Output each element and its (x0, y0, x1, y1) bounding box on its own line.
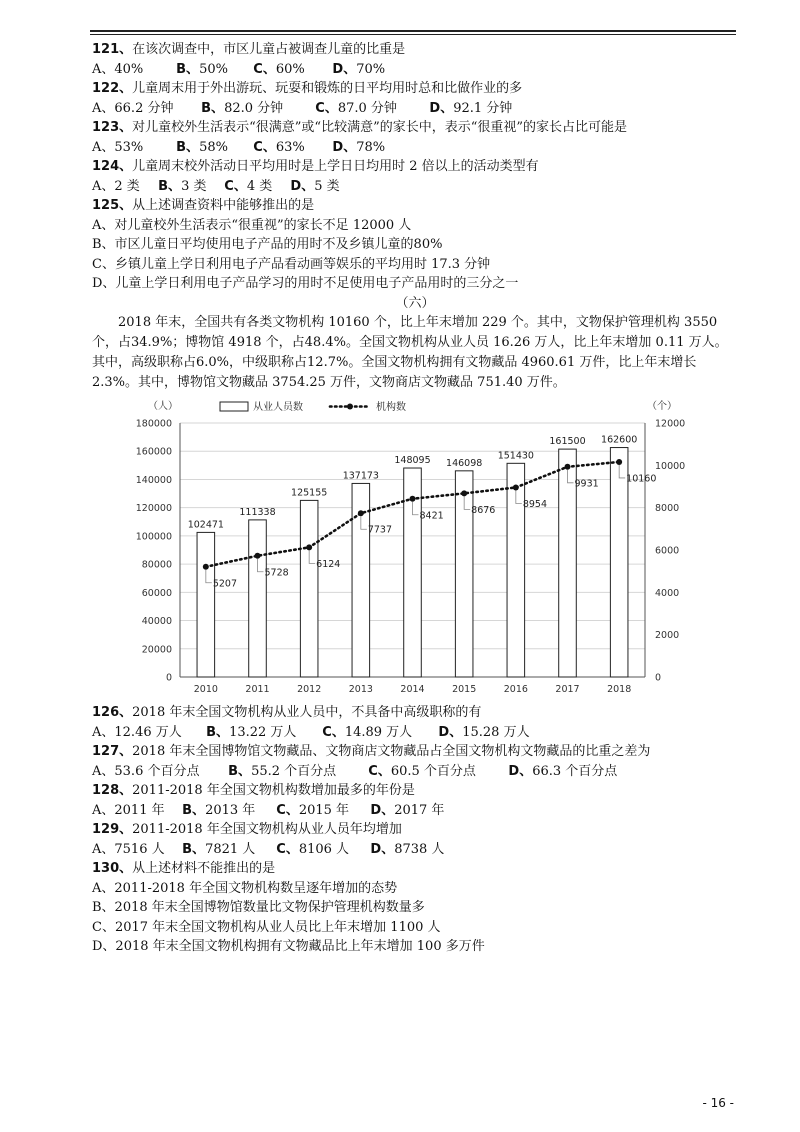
chart-container (120, 395, 686, 705)
material-paragraph: 2018 年末，全国共有各类文物机构 10160 个，比上年末增加 229 个。其中，文物保护管理机构 3550 个，占34.9%；博物馆 4918 个，占48.4%。全国文物机构从业人员 16.26 万人，比上年末增加 0.11 万人。其中，高级职称占6.0%，中级职称占12.7%。全国文物机构拥有文物藏品 4960.61 万件，比上年末增长2.3%。其中，博物馆文物藏品 3754.25 万件，文物商店文物藏品 751.40 万件。 (92, 315, 728, 390)
legend-line-marker (347, 404, 353, 410)
option-130-a[interactable]: A、2011-2018 年全国文物机构数呈逐年增加的态势 (92, 880, 398, 896)
options-122 (92, 99, 738, 119)
left-unit-label: （人） (148, 401, 178, 412)
legend-bar-swatch (220, 402, 248, 411)
right-tick-label: 10000 (655, 460, 686, 472)
option-125-c[interactable]: C、乡镇儿童上学日利用电子产品看动画等娱乐的平均用时 17.3 分钟 (92, 256, 491, 272)
option-130-d[interactable]: D、2018 年末全国文物机构拥有文物藏品比上年末增加 100 多万件 (92, 939, 485, 954)
bar (249, 520, 267, 677)
option-c[interactable]: C、60.5 个百分点 (368, 763, 476, 779)
option-c[interactable]: C、14.89 万人 (322, 724, 413, 740)
x-tick-label: 2015 (452, 684, 477, 695)
options-129 (92, 840, 738, 860)
options-126 (92, 723, 738, 743)
bar-data-label: 125155 (291, 487, 328, 499)
question-124: 124、儿童周末校外活动日平均用时是上学日日均用时 2 倍以上的活动类型有 (92, 159, 539, 174)
left-tick-label: 40000 (141, 616, 172, 628)
right-tick-label: 8000 (655, 503, 680, 515)
right-tick-label: 6000 (655, 545, 680, 557)
line-point (255, 553, 261, 559)
option-b[interactable]: B、2013 年 (182, 802, 256, 818)
page-number: - 16 - (702, 1096, 734, 1110)
line-data-label: 5207 (212, 578, 238, 590)
line-point (616, 459, 622, 465)
bar-data-label: 151430 (497, 450, 534, 462)
line-data-label: 9931 (574, 478, 599, 490)
option-a[interactable]: A、2011 年 (92, 802, 165, 818)
bar-data-label: 161500 (549, 436, 586, 448)
question-126: 126、2018 年末全国文物机构从业人员中，不具备中高级职称的有 (92, 705, 482, 720)
bar-data-label: 102471 (187, 519, 224, 531)
bar-data-label: 137173 (342, 470, 379, 482)
line-data-label: 8421 (419, 510, 444, 522)
left-tick-label: 20000 (141, 644, 172, 656)
option-d[interactable]: D、92.1 分钟 (429, 100, 513, 116)
option-d[interactable]: D、66.3 个百分点 (508, 763, 618, 779)
line-point (203, 564, 209, 570)
option-b[interactable]: B、7821 人 (182, 841, 256, 857)
option-c[interactable]: C、63% (253, 139, 305, 155)
line-point (461, 490, 467, 496)
question-122: 122、儿童周末用于外出游玩、玩耍和锻炼的日平均用时总和比做作业的多 (92, 81, 523, 96)
right-tick-label: 4000 (655, 587, 680, 599)
x-tick-label: 2014 (400, 684, 425, 695)
option-d[interactable]: D、2017 年 (370, 802, 445, 818)
option-d[interactable]: D、8738 人 (370, 841, 445, 857)
option-b[interactable]: B、82.0 分钟 (201, 100, 284, 116)
option-125-b[interactable]: B、市区儿童日平均使用电子产品的用时不及乡镇儿童的80% (92, 237, 443, 252)
questions-top (92, 40, 738, 393)
line-data-label: 5728 (264, 567, 289, 579)
option-130-c[interactable]: C、2017 年末全国文物机构从业人员比上年末增加 1100 人 (92, 919, 441, 935)
option-d[interactable]: D、15.28 万人 (438, 724, 530, 740)
x-tick-label: 2018 (607, 684, 632, 695)
x-tick-label: 2012 (297, 684, 322, 695)
left-tick-label: 100000 (135, 531, 172, 543)
header-rule-thin (90, 34, 736, 35)
option-a[interactable]: A、40% (92, 61, 144, 77)
bar-data-label: 111338 (239, 506, 276, 518)
question-130: 130、从上述材料不能推出的是 (92, 861, 276, 876)
option-b[interactable]: B、13.22 万人 (206, 724, 297, 740)
right-unit-label: （个） (647, 401, 677, 412)
left-tick-label: 140000 (135, 474, 172, 486)
left-tick-label: 160000 (135, 446, 172, 458)
question-125: 125、从上述调查资料中能够推出的是 (92, 198, 315, 213)
x-tick-label: 2010 (193, 684, 218, 695)
option-c[interactable]: C、60% (253, 61, 305, 77)
combo-chart (120, 395, 686, 705)
option-c[interactable]: C、8106 人 (276, 841, 350, 857)
question-128: 128、2011-2018 年全国文物机构数增加最多的年份是 (92, 783, 415, 798)
option-d[interactable]: D、78% (332, 139, 386, 155)
legend-line-label: 机构数 (376, 402, 406, 413)
option-b[interactable]: B、3 类 (158, 178, 207, 194)
option-a[interactable]: A、7516 人 (92, 841, 165, 857)
option-130-b[interactable]: B、2018 年末全国博物馆数量比文物保护管理机构数量多 (92, 900, 425, 915)
x-tick-label: 2016 (503, 684, 528, 695)
questions-bottom (92, 703, 738, 957)
option-a[interactable]: A、2 类 (92, 178, 140, 194)
option-b[interactable]: B、50% (176, 61, 228, 77)
line-point (358, 510, 364, 516)
x-tick-label: 2017 (555, 684, 580, 695)
options-123 (92, 138, 738, 158)
left-tick-label: 120000 (135, 503, 172, 515)
bar-data-label: 148095 (394, 455, 431, 467)
bar-data-label: 146098 (446, 457, 483, 469)
line-data-label: 8954 (522, 498, 548, 510)
option-b[interactable]: B、55.2 个百分点 (228, 763, 337, 779)
right-tick-label: 2000 (655, 630, 680, 642)
question-121: 121、在该次调查中，市区儿童占被调查儿童的比重是 (92, 42, 406, 57)
option-125-a[interactable]: A、对儿童校外生活表示“很重视”的家长不足 12000 人 (92, 217, 412, 233)
bar (197, 532, 215, 677)
question-129: 129、2011-2018 年全国文物机构从业人员年均增加 (92, 822, 402, 837)
section-title: （六） (395, 295, 435, 311)
line-point (410, 496, 416, 502)
line-data-label: 8676 (471, 504, 496, 516)
question-127: 127、2018 年末全国博物馆文物藏品、文物商店文物藏品占全国文物机构文物藏品的比重之差为 (92, 744, 651, 759)
header-rule-thick (90, 30, 736, 32)
question-123: 123、对儿童校外生活表示“很满意”或“比较满意”的家长中，表示“很重视”的家长占比可能是 (92, 120, 628, 135)
option-c[interactable]: C、87.0 分钟 (315, 100, 397, 116)
x-tick-label: 2013 (348, 684, 373, 695)
x-tick-label: 2011 (245, 684, 270, 695)
option-a[interactable]: A、12.46 万人 (92, 724, 182, 740)
option-a[interactable]: A、66.2 分钟 (92, 100, 174, 116)
options-121 (92, 60, 738, 80)
legend-bar-label: 从业人员数 (253, 402, 303, 413)
right-tick-label: 0 (655, 672, 662, 684)
line-point (513, 484, 519, 490)
options-128 (92, 801, 738, 821)
line-data-label: 6124 (316, 558, 341, 570)
option-a[interactable]: A、53.6 个百分点 (92, 763, 200, 779)
option-c[interactable]: C、4 类 (224, 178, 273, 194)
line-data-label: 7737 (367, 524, 393, 536)
right-tick-label: 12000 (655, 418, 686, 430)
options-127 (92, 762, 738, 782)
option-125-d[interactable]: D、儿童上学日利用电子产品学习的用时不足使用电子产品用时的三分之一 (92, 276, 519, 291)
bar (300, 500, 318, 677)
bar-data-label: 162600 (601, 434, 638, 446)
line-point (565, 464, 571, 470)
left-tick-label: 60000 (141, 587, 172, 599)
option-b[interactable]: B、58% (176, 139, 228, 155)
left-tick-label: 180000 (135, 418, 172, 430)
left-tick-label: 0 (165, 672, 172, 684)
option-a[interactable]: A、53% (92, 139, 144, 155)
options-124 (92, 177, 738, 197)
option-d[interactable]: D、5 类 (290, 178, 340, 194)
left-tick-label: 80000 (141, 559, 172, 571)
line-point (306, 544, 312, 550)
option-c[interactable]: C、2015 年 (276, 802, 350, 818)
line-data-label: 10160 (626, 473, 657, 485)
option-d[interactable]: D、70% (332, 61, 386, 77)
